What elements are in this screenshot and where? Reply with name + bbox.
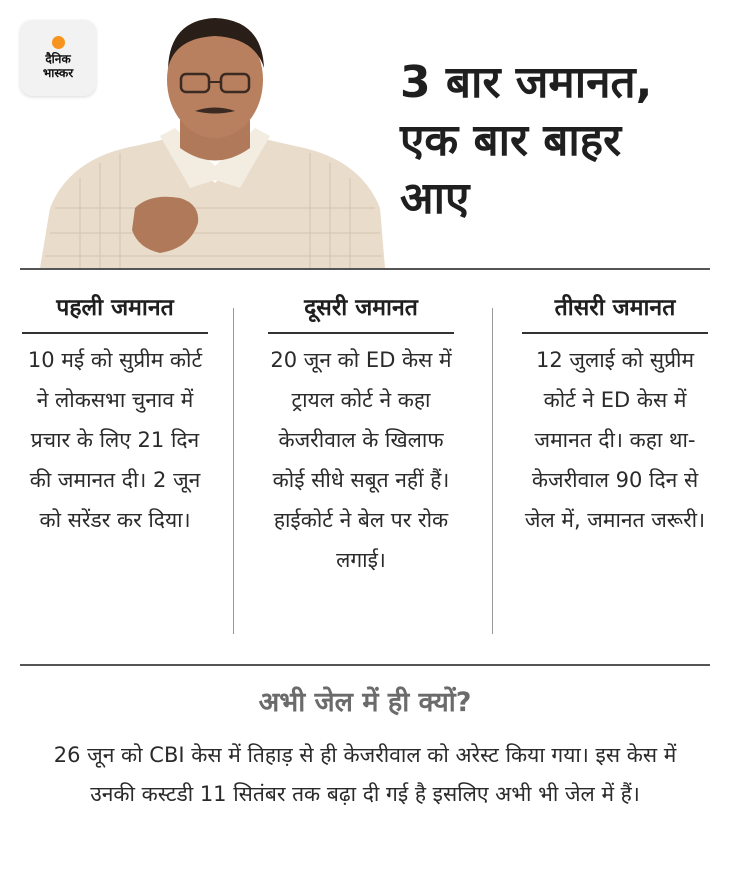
headline-line2: एक बार बाहर — [400, 115, 622, 166]
top-divider — [20, 268, 710, 270]
logo-line2: भास्कर — [42, 66, 74, 80]
middle-divider — [20, 664, 710, 666]
column-first-bail — [20, 292, 210, 540]
column-separator — [233, 308, 234, 634]
bottom-title: अभी जेल में ही क्यों? — [258, 687, 472, 718]
column-title: दूसरी जमानत — [304, 295, 418, 321]
column-title-rule — [268, 332, 454, 334]
column-second-bail — [266, 292, 456, 580]
column-body: 20 जून को ED केस में ट्रायल कोर्ट ने कहा केजरीवाल के खिलाफ कोई सीधे सबूत नहीं हैं। हाईकोर्ट ने बेल पर रोक लगाई। — [270, 348, 452, 572]
column-body: 10 मई को सुप्रीम कोर्ट ने लोकसभा चुनाव में प्रचार के लिए 21 दिन की जमानत दी। 2 जून को सरेंडर कर दिया। — [27, 348, 203, 532]
person-portrait — [40, 8, 385, 268]
column-separator — [492, 308, 493, 634]
column-title-rule — [522, 332, 708, 334]
column-title-rule — [22, 332, 208, 334]
column-title: तीसरी जमानत — [554, 295, 676, 321]
headline-line1: 3 बार जमानत, — [400, 57, 653, 108]
column-third-bail — [520, 292, 710, 540]
logo-line1: दैनिक — [45, 52, 71, 66]
headline — [400, 54, 720, 228]
bottom-body: 26 जून को CBI केस में तिहाड़ से ही केजरीवाल को अरेस्ट किया गया। इस केस में उनकी कस्टडी 11 सितंबर तक बढ़ा दी गई है इसलिए अभी भी जेल में हैं। — [53, 743, 677, 806]
bail-columns — [20, 292, 710, 637]
headline-line3: आए — [400, 173, 470, 224]
column-body: 12 जुलाई को सुप्रीम कोर्ट ने ED केस में जमानत दी। कहा था- केजरीवाल 90 दिन से जेल में, जमानत जरूरी। — [524, 348, 706, 532]
column-title: पहली जमानत — [56, 295, 174, 321]
